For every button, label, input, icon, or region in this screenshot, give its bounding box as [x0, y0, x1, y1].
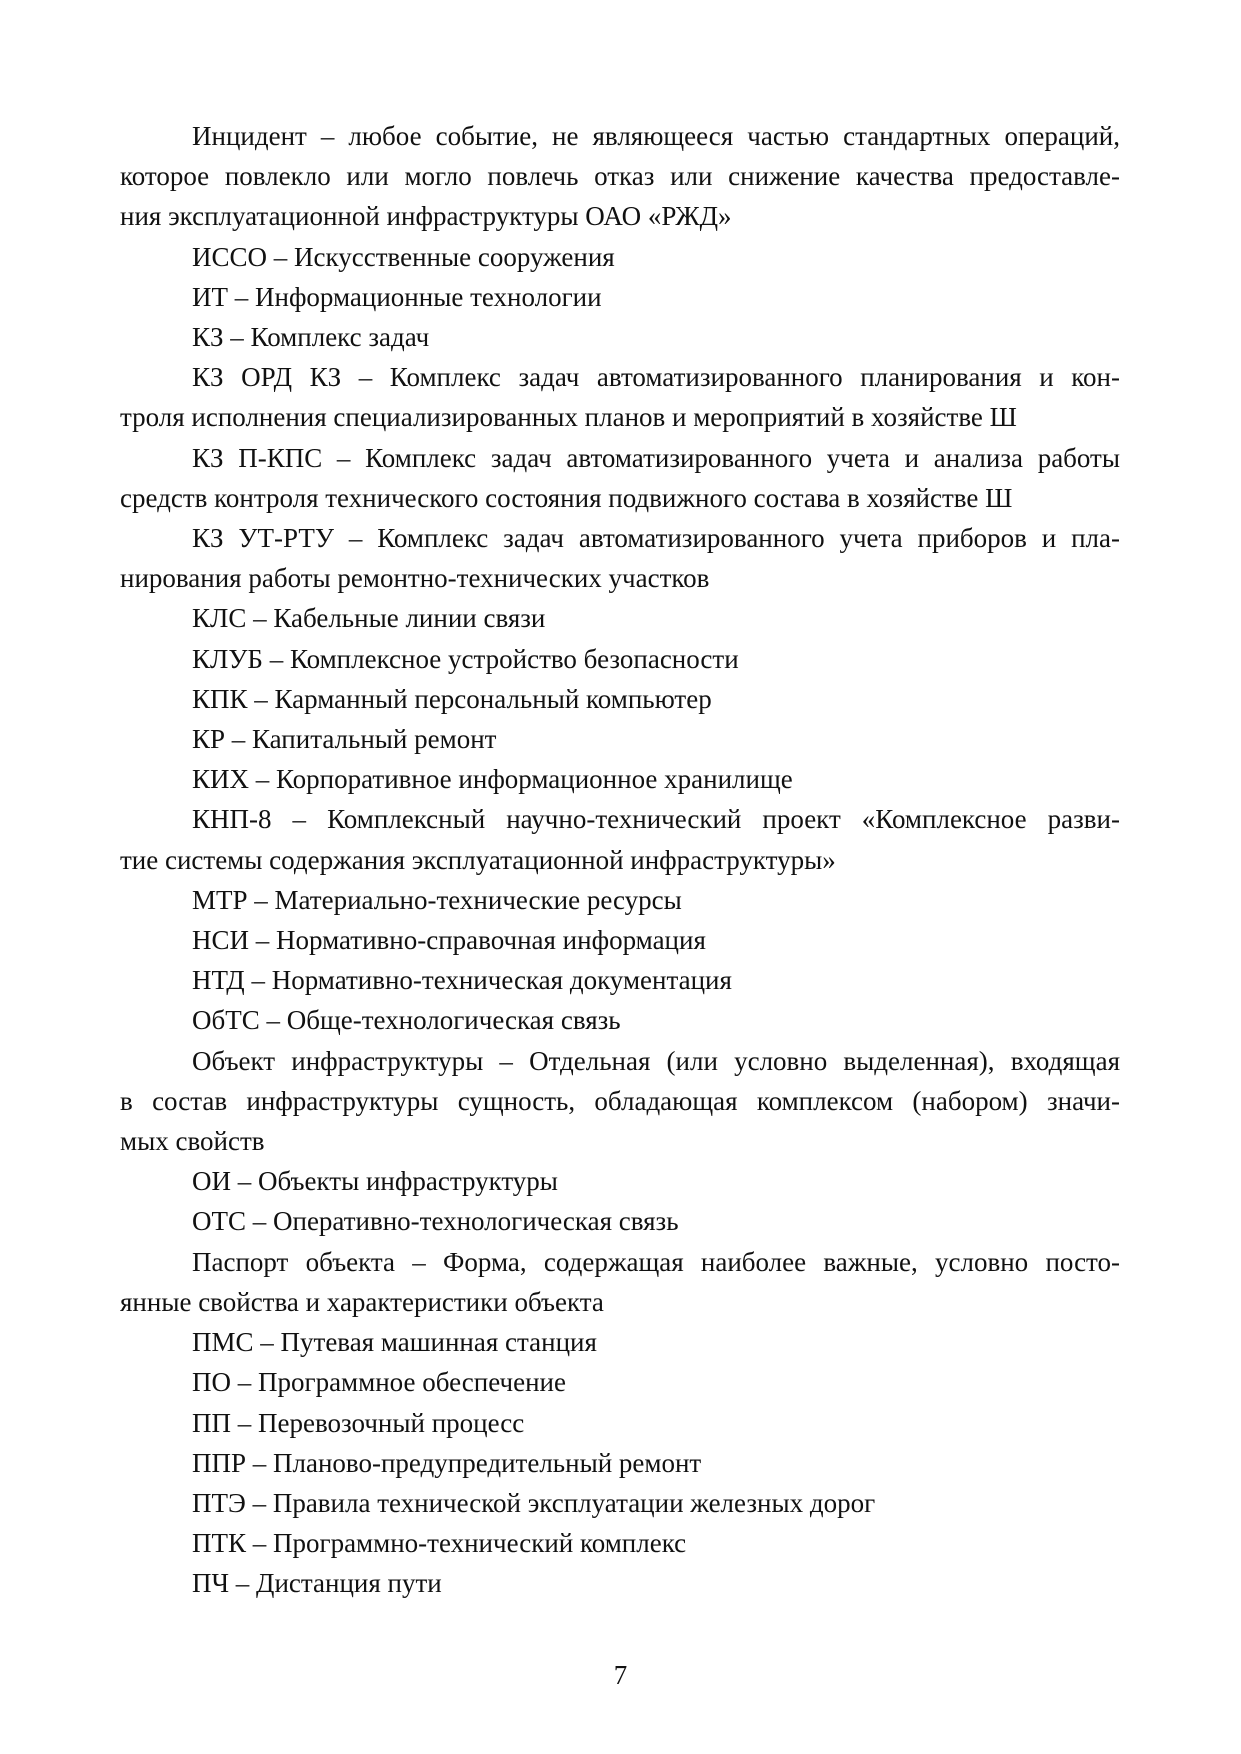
page-number: 7	[613, 1660, 628, 1690]
text-line: в состав инфраструктуры сущность, обладающая комплексом (набором) значи-	[120, 1085, 1120, 1116]
text-line: ПМС – Путевая машинная станция	[192, 1327, 597, 1358]
text-line: ОТС – Оперативно-технологическая связь	[192, 1206, 679, 1237]
text-line: тие системы содержания эксплуатационной инфраструктуры»	[120, 844, 836, 875]
text-line: янные свойства и характеристики объекта	[120, 1286, 604, 1317]
definition-paragraph	[120, 1201, 1120, 1241]
definition-paragraph	[120, 1000, 1120, 1040]
text-line: ПП – Перевозочный процесс	[192, 1407, 525, 1438]
definition-paragraph	[120, 1443, 1120, 1483]
definition-paragraph	[120, 960, 1120, 1000]
definition-paragraph	[120, 639, 1120, 679]
definition-paragraph	[120, 277, 1120, 317]
text-line: троля исполнения специализированных планов и мероприятий в хозяйстве Ш	[120, 402, 1017, 433]
definition-paragraph	[120, 116, 1120, 237]
text-line: КПК – Карманный персональный компьютер	[192, 683, 712, 714]
text-line: которое повлекло или могло повлечь отказ или снижение качества предоставле-	[120, 161, 1120, 192]
text-line: Объект инфраструктуры – Отдельная (или условно выделенная), входящая	[192, 1045, 1120, 1076]
definition-paragraph	[120, 237, 1120, 277]
text-line: ПТК – Программно-технический комплекс	[192, 1528, 687, 1559]
definition-paragraph	[120, 1161, 1120, 1201]
text-line: КЗ ОРД КЗ – Комплекс задач автоматизированного планирования и кон-	[192, 362, 1120, 393]
text-line: ния эксплуатационной инфраструктуры ОАО «РЖД»	[120, 201, 732, 232]
definition-paragraph	[120, 1362, 1120, 1402]
definition-paragraph	[120, 799, 1120, 879]
text-line: Инцидент – любое событие, не являющееся частью стандартных операций,	[192, 121, 1120, 151]
definition-paragraph	[120, 1322, 1120, 1362]
definition-paragraph	[120, 518, 1120, 598]
text-line: КЗ УТ-РТУ – Комплекс задач автоматизированного учета приборов и пла-	[192, 523, 1120, 554]
text-line: КНП-8 – Комплексный научно-технический проект «Комплексное разви-	[192, 804, 1120, 835]
text-line: КЗ – Комплекс задач	[192, 322, 430, 353]
definition-paragraph	[120, 920, 1120, 960]
definition-paragraph	[120, 759, 1120, 799]
text-line: средств контроля технического состояния подвижного состава в хозяйстве Ш	[120, 482, 1013, 513]
definition-paragraph	[120, 679, 1120, 719]
text-line: НТД – Нормативно-техническая документация	[192, 965, 732, 996]
text-line: Паспорт объекта – Форма, содержащая наиболее важные, условно посто-	[192, 1246, 1120, 1277]
text-line: НСИ – Нормативно-справочная информация	[192, 925, 706, 956]
text-line: ППР – Планово-предупредительный ремонт	[192, 1447, 702, 1478]
definition-paragraph	[120, 719, 1120, 759]
text-line: ИССО – Искусственные сооружения	[192, 241, 615, 272]
definition-paragraph	[120, 1403, 1120, 1443]
text-line: ИТ – Информационные технологии	[192, 281, 602, 312]
abbreviations-list	[120, 116, 1120, 1604]
definition-paragraph	[120, 357, 1120, 437]
definition-paragraph	[120, 1563, 1120, 1603]
definition-paragraph	[120, 1483, 1120, 1523]
definition-paragraph	[120, 1041, 1120, 1162]
text-line: ОбТС – Обще-технологическая связь	[192, 1005, 621, 1036]
definition-paragraph	[120, 880, 1120, 920]
text-line: ПТЭ – Правила технической эксплуатации железных дорог	[192, 1487, 876, 1518]
text-line: ПО – Программное обеспечение	[192, 1367, 566, 1398]
definition-paragraph	[120, 598, 1120, 638]
text-line: МТР – Материально-технические ресурсы	[192, 884, 682, 915]
definition-paragraph	[120, 1242, 1120, 1322]
definition-paragraph	[120, 438, 1120, 518]
text-line: мых свойств	[120, 1126, 265, 1157]
definition-paragraph	[120, 1523, 1120, 1563]
text-line: нирования работы ремонтно-технических участков	[120, 563, 710, 594]
text-line: КЛУБ – Комплексное устройство безопасности	[192, 643, 739, 674]
definition-paragraph	[120, 317, 1120, 357]
text-line: КИХ – Корпоративное информационное хранилище	[192, 764, 793, 795]
text-line: КР – Капитальный ремонт	[192, 724, 497, 755]
text-line: КЗ П-КПС – Комплекс задач автоматизированного учета и анализа работы	[192, 442, 1120, 473]
text-line: ОИ – Объекты инфраструктуры	[192, 1166, 558, 1197]
text-line: ПЧ – Дистанция пути	[192, 1568, 442, 1599]
text-line: КЛС – Кабельные линии связи	[192, 603, 546, 634]
